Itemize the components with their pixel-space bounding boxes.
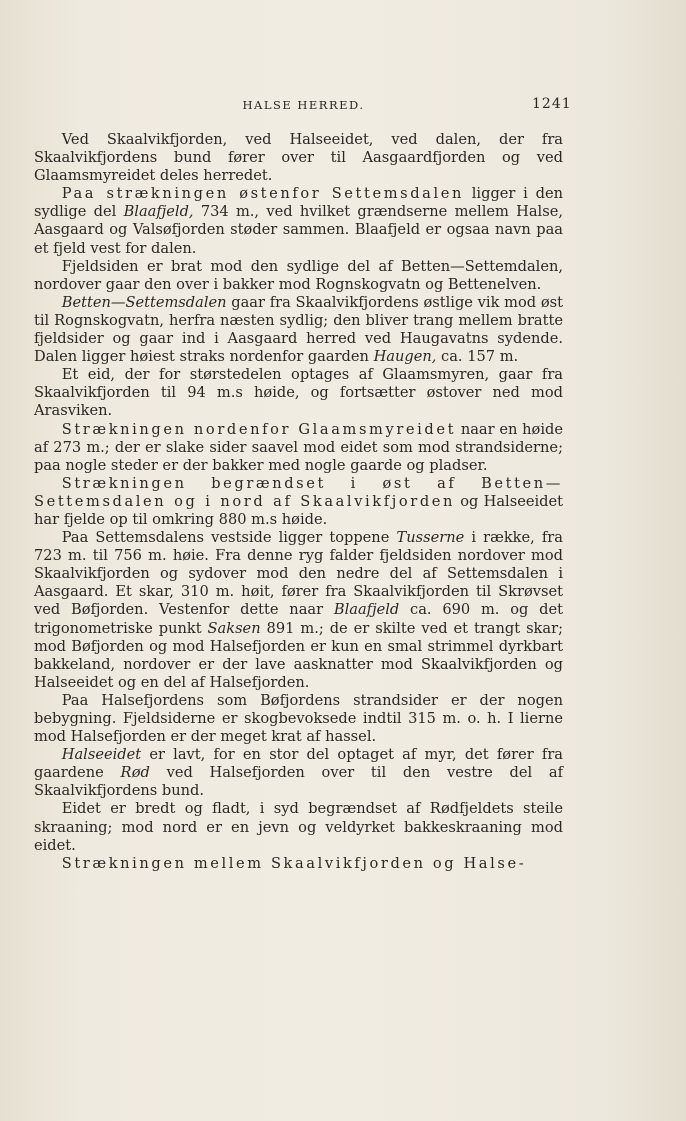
place-name: Blaafjeld, [123, 203, 194, 221]
paragraph: Strækningen begrændset i øst af Betten—Settemsdalen og i nord af Skaalvikfjorden og Halseeidet har fjelde op til omkring 880 m.s høide. [34, 474, 563, 528]
body-text [34, 131, 563, 873]
place-name: Rød [120, 764, 150, 782]
paragraph: Et eid, der for størstedelen optages af Glaamsmyren, gaar fra Skaalvikfjorden til 94 m.s høide, og fortsætter østover ned mod Arasviken. [34, 366, 563, 420]
paragraph: Ved Skaalvikfjorden, ved Halseeidet, ved dalen, der fra Skaalvikfjordens bund fører over til Aasgaardfjorden og ved Glaamsmyreidet deles herredet. [34, 131, 563, 185]
place-name: Betten—Settemsdalen [61, 293, 227, 311]
paragraph: Paa Halsefjordens som Bøfjordens strandsider er der nogen bebygning. Fjeldsiderne er skogbevoksede indtil 315 m. o. h. I lierne mod Halsefjorden er der meget krat af hassel. [34, 691, 563, 746]
paragraph: Fjeldsiden er brat mod den sydlige del af Betten—Settemdalen, nordover gaar den over i bakker mod Rognskogvatn og Bettenelven. [34, 257, 563, 293]
running-head: HALSE HERRED. [242, 98, 365, 112]
paragraph: Paa Settemsdalens vestside ligger toppene Tusserne i række, fra 723 m. til 756 m. høie. Fra denne ryg falder fjeldsiden nordover mod Skaalvikfjorden og sydover mod den nedre del af Settemsdalen i Aasgaard. Et skar, 310 m. høit, fører fra Skaalvikfjorden til Skrøvset ved Bøfjorden. Vestenfor dette naar Blaafjeld ca. 690 m. og det trigonometriske punkt Saksen 891 m.; de er skilte ved et trangt skar; mod Bøfjorden og mod Halsefjorden er kun en smal strimmel dyrkbart bakkeland, nordover er der lave aasknatter mod Skaalvikfjorden og Halseeidet og en del af Halsefjorden. [34, 529, 563, 691]
place-name: Haugen, [373, 348, 437, 366]
place-name: Tusserne [396, 529, 465, 547]
place-name: Blaafjeld [333, 601, 400, 619]
paragraph: Halseeidet er lavt, for en stor del optaget af myr, det fører fra gaardene Rød ved Halsefjorden over til den vestre del af Skaalvikfjordens bund. [34, 746, 563, 800]
page-number: 1241 [532, 96, 572, 112]
place-name: Halseeidet [61, 746, 142, 764]
paragraph: Strækningen nordenfor Glaamsmyreidet naar en høide af 273 m.; der er slake sider saavel mod eidet som mod strandsiderne; paa nogle steder er der bakker med nogle gaarde og pladser. [34, 420, 563, 474]
paragraph: Paa strækningen østenfor Settemsdalen ligger i den sydlige del Blaafjeld, 734 m., ved hvilket grændserne mellem Halse, Aasgaard og Valsøfjorden støder sammen. Blaafjeld er ogsaa navn paa et fjeld vest for dalen. [34, 185, 563, 257]
paragraph: Betten—Settemsdalen gaar fra Skaalvikfjordens østlige vik mod øst til Rognskogvatn, herfra næsten sydlig; den bliver trang mellem bratte fjeldsider og gaar ind i Aasgaard herred ved Haugavatns sydende. Dalen ligger høiest straks nordenfor gaarden Haugen, ca. 157 m. [34, 293, 563, 366]
paragraph: Strækningen mellem Skaalvikfjorden og Halse- [61, 854, 527, 872]
paragraph: Eidet er bredt og fladt, i syd begrændset af Rødfjeldets steile skraaning; mod nord er en jevn og veldyrket bakkeskraaning mod eidet. [34, 800, 563, 854]
place-name: Saksen [207, 619, 261, 637]
